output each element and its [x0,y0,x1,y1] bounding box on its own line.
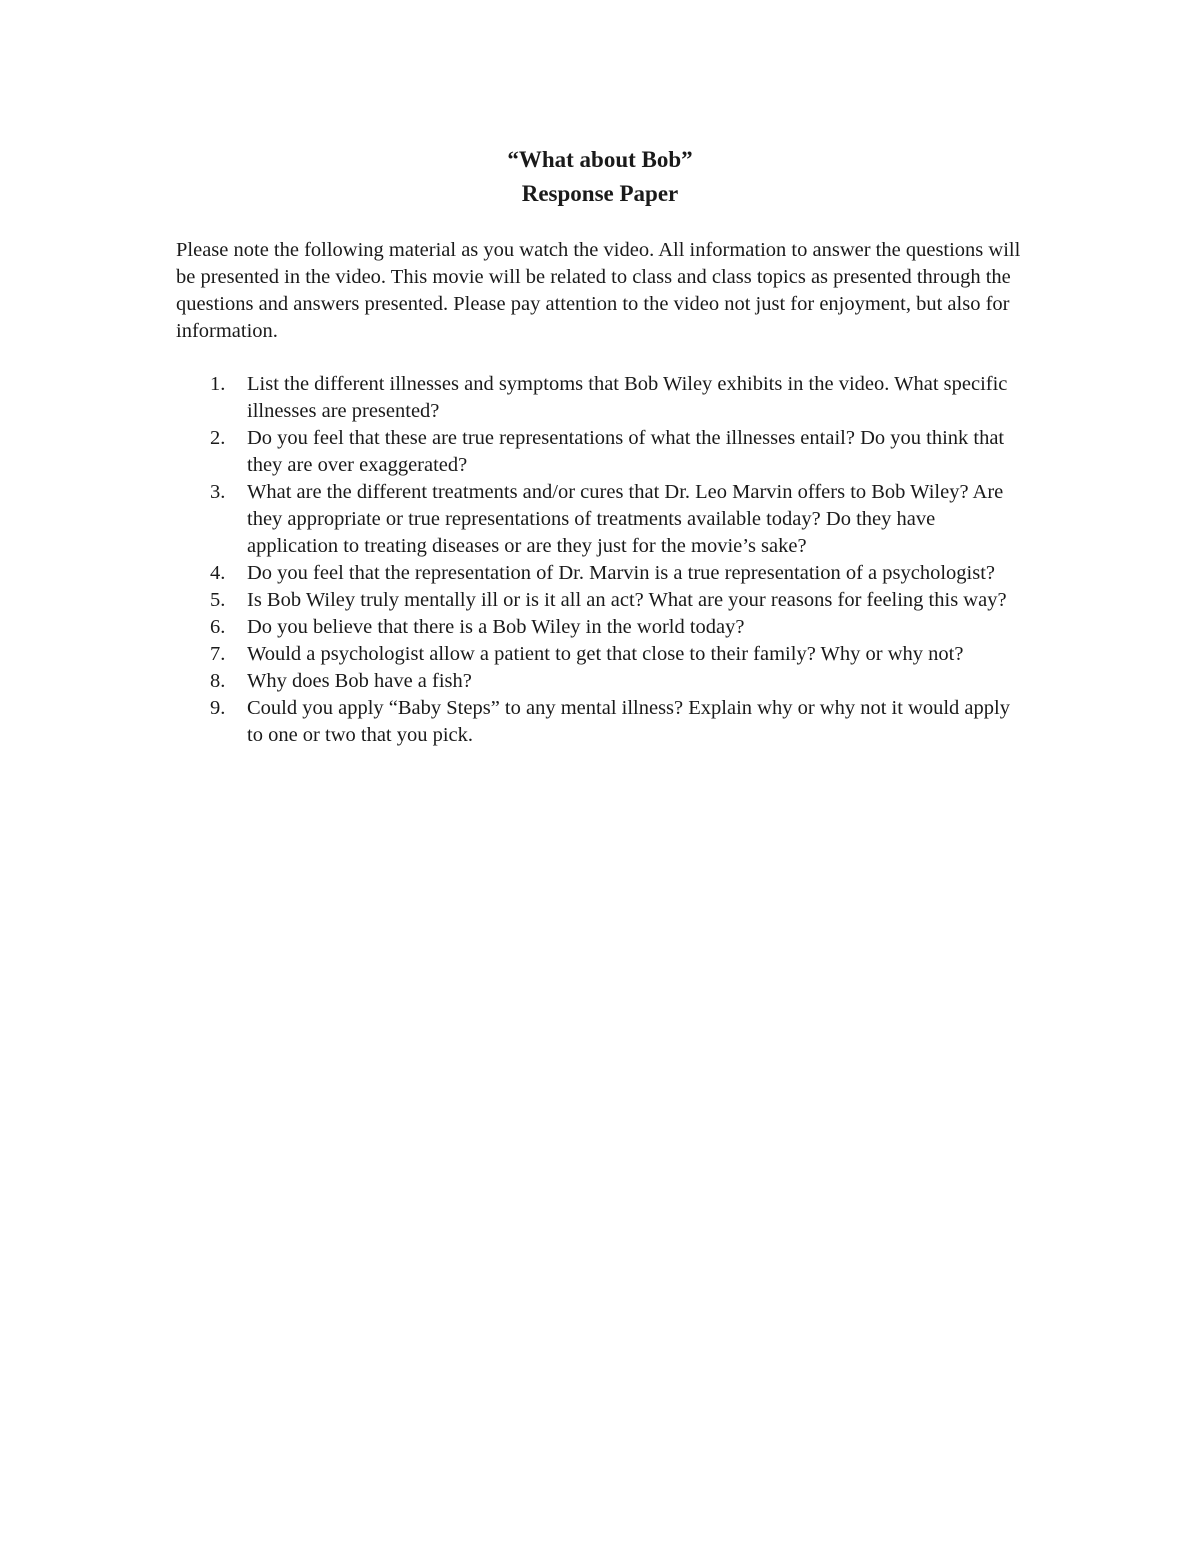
list-item-number: 9. [210,697,226,719]
list-item-text: What are the different treatments and/or cures that Dr. Leo Marvin offers to Bob Wiley? Are they appropriate or true representations of treatments available today? Do they have application to treating diseases or are they just for the movie’s sake? [247,481,1004,557]
list-item-text: Do you feel that these are true representations of what the illnesses entail? Do you think that they are over exaggerated? [247,427,1005,476]
list-item [176,479,1026,560]
list-item-text: Would a psychologist allow a patient to get that close to their family? Why or why not? [247,643,964,665]
list-item-number: 2. [210,427,226,449]
list-item-text: Do you believe that there is a Bob Wiley in the world today? [247,616,745,638]
list-item-text: List the different illnesses and symptoms that Bob Wiley exhibits in the video. What specific illnesses are presented? [247,373,1008,422]
list-item-number: 4. [210,562,226,584]
list-item-number: 5. [210,589,226,611]
list-item-text: Why does Bob have a fish? [247,670,472,692]
list-item [176,560,1026,587]
list-item [176,641,1026,668]
question-list [176,371,1026,749]
list-item-number: 3. [210,481,226,503]
list-item [176,587,1026,614]
list-item [176,371,1026,425]
intro-paragraph: Please note the following material as you watch the video. All information to answer the questions will be presented in the video. This movie will be related to class and class topics as presented through the questions and answers presented. Please pay attention to the video not just for enjoyment, but also for information. [176,239,1021,342]
list-item-number: 6. [210,616,226,638]
list-item-number: 8. [210,670,226,692]
list-item-number: 7. [210,643,226,665]
list-item-text: Is Bob Wiley truly mentally ill or is it all an act? What are your reasons for feeling this way? [247,589,1007,611]
title-block [0,143,1200,211]
list-item-number: 1. [210,373,226,395]
list-item-text: Do you feel that the representation of Dr. Marvin is a true representation of a psychologist? [247,562,996,584]
document-subtitle: Response Paper [521,181,679,206]
document-title: “What about Bob” [507,147,693,172]
list-item [176,614,1026,641]
list-item [176,425,1026,479]
list-item [176,668,1026,695]
list-item-text: Could you apply “Baby Steps” to any mental illness? Explain why or why not it would apply to one or two that you pick. [247,697,1010,746]
list-item [176,695,1026,749]
